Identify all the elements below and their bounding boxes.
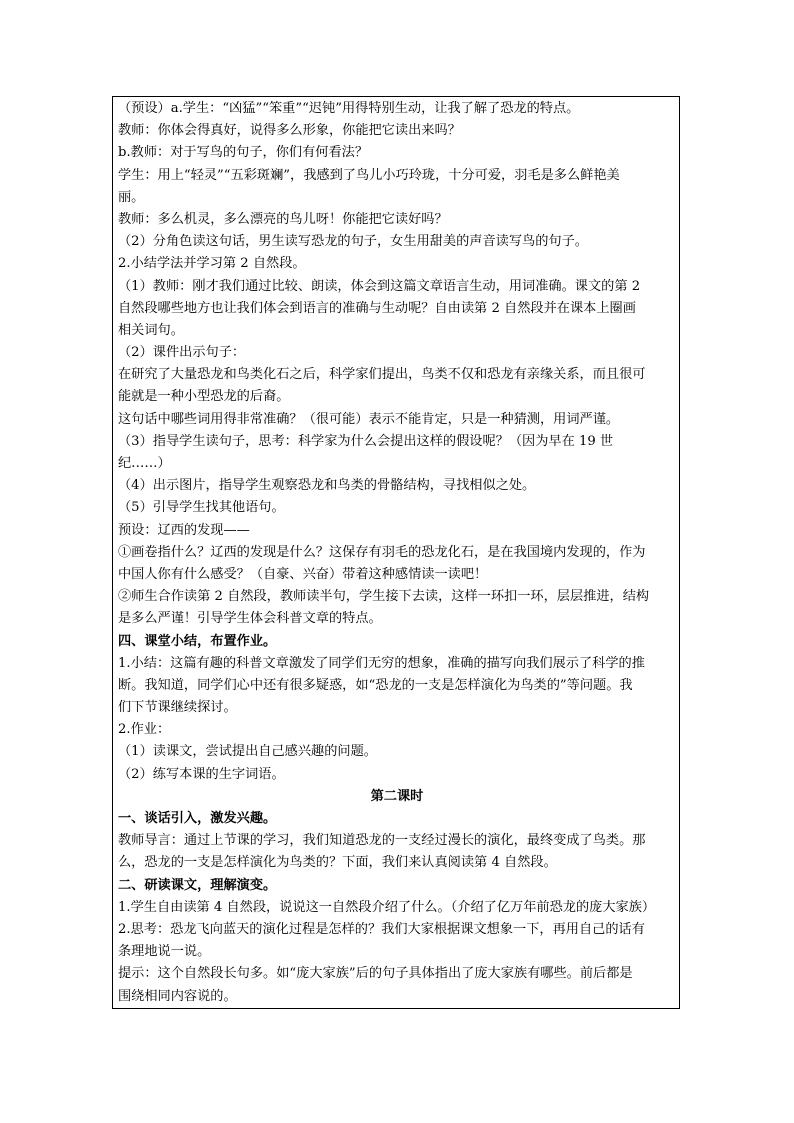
text-line: 么，恐龙的一支是怎样演化为鸟类的？下面，我们来认真阅读第 4 自然段。	[118, 855, 557, 871]
text-line: （2）分角色读这句话，男生读写恐龙的句子，女生用甜美的声音读写鸟的句子。	[118, 234, 588, 250]
text-line: （2）课件出示句子：	[118, 345, 246, 361]
text-line: 1.小结：这篇有趣的科普文章激发了同学们无穷的想象，准确的描写向我们展示了科学的推	[118, 655, 645, 671]
text-line: （1）教师：刚才我们通过比较、朗读，体会到这篇文章语言生动，用词准确。课文的第 2	[118, 278, 641, 294]
text-line: 2.小结学法并学习第 2 自然段。	[118, 256, 306, 272]
text-line: 1.学生自由读第 4 自然段，说说这一自然段介绍了什么。（介绍了亿万年前恐龙的庞大家族）	[118, 899, 656, 915]
text-line: 纪……）	[118, 456, 171, 471]
text-line: 们下节课继续探讨。	[118, 700, 237, 716]
text-line: 教师：你体会得真好，说得多么形象，你能把它读出来吗？	[118, 123, 461, 139]
text-line: （1）读课文，尝试提出自己感兴趣的问题。	[118, 744, 377, 760]
text-line: 围绕相同内容说的。	[118, 988, 237, 1004]
section-heading: 一、谈话引入，激发兴趣。	[118, 811, 277, 826]
text-line: （预设）a.学生：“凶猛”“笨重”“迟钝”用得特别生动，让我了解了恐龙的特点。	[118, 101, 580, 116]
lesson-title: 第二课时	[370, 788, 424, 804]
text-line: 相关词句。	[118, 322, 184, 338]
text-line: （5）引导学生找其他语句。	[118, 500, 285, 516]
text-line: 2.作业：	[118, 722, 171, 738]
section-heading: 四、课堂小结，布置作业。	[118, 633, 277, 649]
text-line: 预设：辽西的发现——	[118, 522, 250, 538]
text-line: （4）出示图片，指导学生观察恐龙和鸟类的骨骼结构，寻找相似之处。	[118, 478, 536, 494]
text-line: 在研究了大量恐龙和鸟类化石之后，科学家们提出，鸟类不仅和恐龙有亲缘关系，而且很可	[118, 367, 646, 383]
text-line: 2.思考：恐龙飞向蓝天的演化过程是怎样的？我们大家根据课文想象一下，再用自己的话有	[118, 921, 645, 937]
text-line: ①画卷指什么？辽西的发现是什么？这保存有羽毛的恐龙化石，是在我国境内发现的，作为	[118, 544, 646, 560]
text-line: 是多么严谨！引导学生体会科普文章的特点。	[118, 611, 382, 627]
text-line: 教师：多么机灵，多么漂亮的鸟儿呀！你能把它读好吗？	[118, 211, 448, 227]
text-line: 中国人你有什么感受？（自豪、兴奋）带着这种感情读一读吧！	[118, 566, 488, 582]
text-line: 条理地说一说。	[118, 944, 211, 960]
text-line: 这句话中哪些词用得非常准确？（很可能）表示不能肯定，只是一种猜测，用词严谨。	[118, 411, 620, 427]
text-line: b.教师：对于写鸟的句子，你们有何看法？	[118, 145, 369, 161]
lesson-text	[118, 98, 676, 1008]
text-line: （2）练写本课的生字词语。	[118, 766, 285, 782]
text-line: 自然段哪些地方也让我们体会到语言的准确与生动呢？自由读第 2 自然段并在课本上圈画	[118, 300, 636, 316]
text-line: 学生：用上“轻灵”“五彩斑斓”，我感到了鸟儿小巧玲珑，十分可爱，羽毛是多么鲜艳美	[118, 167, 620, 183]
text-line: 能就是一种小型恐龙的后裔。	[118, 389, 290, 405]
text-line: 教师导言：通过上节课的学习，我们知道恐龙的一支经过漫长的演化，最终变成了鸟类。那	[118, 833, 646, 849]
section-heading: 二、研读课文，理解演变。	[118, 877, 277, 893]
text-line: 断。我知道，同学们心中还有很多疑惑，如“恐龙的一支是怎样演化为鸟类的”等问题。我	[118, 677, 633, 693]
text-line: （3）指导学生读句子，思考：科学家为什么会提出这样的假设呢？（因为早在 19 世	[118, 433, 614, 449]
text-line: 提示：这个自然段长句多。如“庞大家族”后的句子具体指出了庞大家族有哪些。前后都是	[118, 966, 633, 982]
text-line: 丽。	[118, 189, 145, 205]
text-line: ②师生合作读第 2 自然段，教师读半句，学生接下去读，这样一环扣一环，层层推进，结构	[118, 589, 650, 605]
